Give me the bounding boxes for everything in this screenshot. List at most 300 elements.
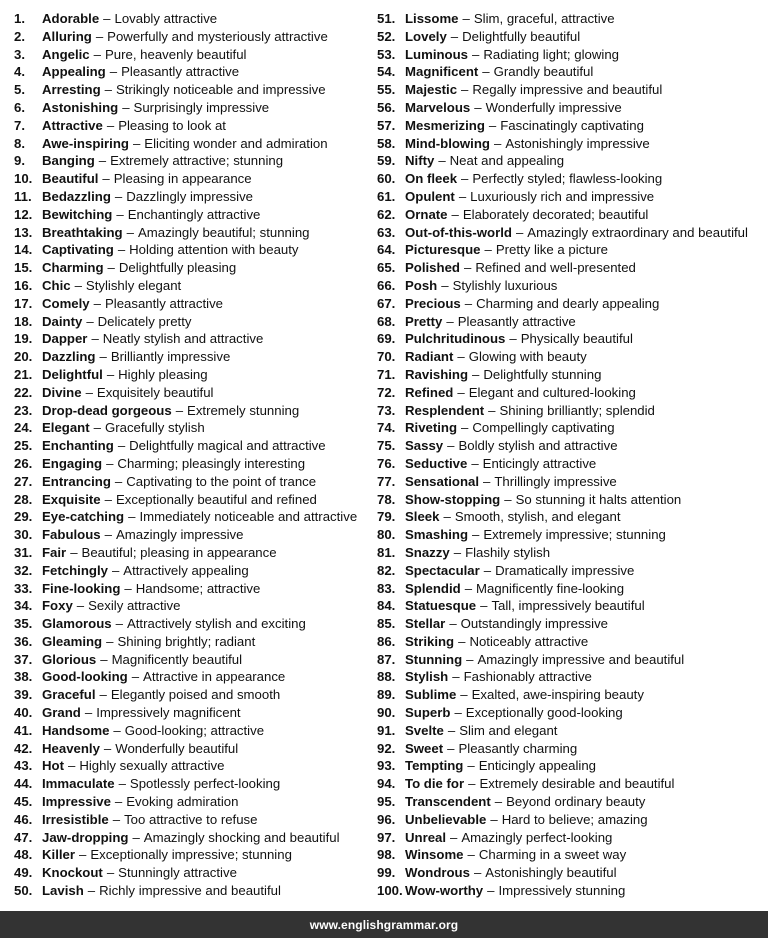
item-separator: – [474, 99, 482, 115]
item-separator: – [461, 171, 469, 187]
item-text [42, 615, 306, 633]
item-term: Transcendent [405, 794, 491, 810]
item-definition: Charming; pleasingly interesting [117, 455, 306, 471]
item-number: 50. [14, 883, 33, 899]
list-item [14, 829, 374, 847]
item-separator: – [124, 580, 132, 596]
item-definition: Amazingly beautiful; stunning [137, 224, 310, 240]
footer-website-link[interactable]: www.englishgrammar.org [309, 917, 459, 932]
item-definition: Amazingly impressive and beautiful [477, 651, 685, 667]
item-number: 9. [14, 153, 25, 169]
item-term: Charming [42, 260, 104, 276]
item-definition: Delightfully beautiful [462, 28, 581, 44]
item-text [405, 81, 662, 99]
item-term: Bedazzling [42, 188, 111, 204]
item-definition: Astonishingly beautiful [485, 865, 617, 881]
list-item [14, 757, 374, 775]
list-item [14, 348, 374, 366]
item-definition: Surprisingly impressive [133, 99, 270, 115]
item-separator: – [494, 794, 503, 810]
item-separator: – [468, 776, 476, 792]
item-number: 78. [377, 491, 396, 507]
item-text [405, 10, 615, 28]
item-definition: Amazingly extraordinary and beautiful [527, 224, 748, 240]
item-definition: Fashionably attractive [463, 669, 592, 685]
item-separator: – [488, 402, 496, 418]
list-item [14, 295, 374, 313]
item-separator: – [449, 616, 457, 632]
list-item [14, 241, 374, 259]
item-number: 26. [14, 455, 33, 471]
item-separator: – [93, 295, 101, 311]
item-separator: – [91, 331, 99, 347]
item-text [42, 348, 230, 366]
list-item [377, 366, 768, 384]
item-definition: Attractively appealing [123, 562, 249, 578]
item-text [405, 615, 608, 633]
item-number: 69. [377, 331, 396, 347]
list-item [377, 206, 768, 224]
item-definition: Attractively stylish and exciting [126, 616, 306, 632]
item-separator: – [471, 455, 479, 471]
item-definition: Perfectly styled; flawless-looking [472, 171, 663, 187]
item-text [42, 526, 244, 544]
item-text [405, 437, 618, 455]
item-separator: – [95, 28, 104, 44]
item-term: Picturesque [405, 242, 481, 258]
item-text [405, 419, 615, 437]
item-term: Divine [42, 384, 82, 400]
item-definition: Delightfully stunning [483, 366, 602, 382]
item-text [405, 864, 617, 882]
item-definition: Exalted, awe-inspiring beauty [471, 687, 644, 703]
item-number: 24. [14, 420, 33, 436]
item-definition: Sexily attractive [88, 598, 181, 614]
item-definition: Extremely impressive; stunning [483, 527, 666, 543]
item-separator: – [106, 865, 115, 881]
item-definition: Boldly stylish and attractive [458, 438, 618, 454]
item-term: Smashing [405, 527, 469, 543]
item-term: Riveting [405, 420, 458, 436]
item-text [405, 241, 608, 259]
item-definition: Fascinatingly captivating [500, 117, 644, 133]
item-text [42, 793, 238, 811]
list-item [377, 277, 768, 295]
list-item [377, 597, 768, 615]
item-term: Glorious [42, 651, 97, 667]
item-term: Sublime [405, 687, 457, 703]
item-definition: Extremely stunning [187, 402, 300, 418]
item-text [42, 668, 285, 686]
item-term: Lovely [405, 28, 447, 44]
list-item [14, 562, 374, 580]
item-definition: Handsome; attractive [135, 580, 261, 596]
list-item [377, 775, 768, 793]
item-term: Handsome [42, 722, 110, 738]
list-item [377, 10, 768, 28]
item-text [405, 295, 659, 313]
item-term: Ornate [405, 206, 448, 222]
item-definition: Amazingly perfect-looking [461, 829, 613, 845]
item-separator: – [466, 651, 474, 667]
item-text [42, 686, 280, 704]
item-definition: Impressively stunning [498, 883, 626, 899]
item-number: 58. [377, 135, 396, 151]
item-number: 10. [14, 171, 33, 187]
item-term: Snazzy [405, 544, 450, 560]
item-text [42, 152, 283, 170]
item-definition: Delightfully magical and attractive [129, 438, 326, 454]
item-separator: – [504, 491, 512, 507]
item-definition: Stylishly elegant [85, 277, 182, 293]
item-number: 79. [377, 509, 396, 525]
list-item [377, 295, 768, 313]
item-number: 42. [14, 740, 33, 756]
item-separator: – [93, 420, 101, 436]
item-separator: – [106, 455, 114, 471]
list-item [377, 384, 768, 402]
item-definition: So stunning it halts attention [515, 491, 682, 507]
word-list-column-right [377, 10, 768, 900]
item-term: Enchanting [42, 438, 114, 454]
item-separator: – [472, 46, 480, 62]
item-number: 37. [14, 651, 33, 667]
item-definition: Delicately pretty [97, 313, 192, 329]
item-separator: – [132, 829, 140, 845]
item-separator: – [84, 705, 93, 721]
list-item [377, 313, 768, 331]
item-separator: – [117, 438, 126, 454]
item-definition: Magnificently beautiful [111, 651, 243, 667]
item-term: Good-looking [42, 669, 128, 685]
item-definition: Enticingly appealing [478, 758, 597, 774]
list-item [14, 366, 374, 384]
list-item [14, 864, 374, 882]
item-number: 12. [14, 206, 33, 222]
item-term: Luminous [405, 46, 469, 62]
item-separator: – [103, 11, 111, 26]
item-text [42, 829, 340, 847]
item-term: Sassy [405, 438, 444, 454]
item-separator: – [457, 384, 465, 400]
item-text [42, 473, 316, 491]
item-term: Stylish [405, 669, 449, 685]
item-number: 1. [14, 11, 25, 26]
item-term: Awe-inspiring [42, 135, 129, 151]
item-definition: Wonderfully beautiful [115, 740, 239, 756]
item-number: 53. [377, 46, 396, 62]
list-item [377, 508, 768, 526]
item-definition: Astonishingly impressive [505, 135, 650, 151]
item-term: Polished [405, 260, 460, 276]
item-term: Stunning [405, 651, 463, 667]
item-text [405, 526, 666, 544]
item-number: 57. [377, 117, 396, 133]
item-separator: – [451, 206, 459, 222]
item-definition: Pleasing in appearance [113, 171, 252, 187]
item-number: 21. [14, 366, 33, 382]
item-separator: – [111, 562, 120, 578]
item-term: Mesmerizing [405, 117, 485, 133]
list-item [377, 846, 768, 864]
item-number: 35. [14, 616, 33, 632]
item-separator: – [515, 224, 524, 240]
list-item [14, 224, 374, 242]
item-separator: – [118, 776, 126, 792]
item-number: 90. [377, 705, 396, 721]
item-term: Captivating [42, 242, 114, 258]
list-item [14, 793, 374, 811]
list-item [14, 775, 374, 793]
item-term: Radiant [405, 349, 454, 365]
item-text [405, 170, 662, 188]
item-text [405, 740, 577, 758]
item-text [405, 330, 633, 348]
item-separator: – [104, 527, 112, 543]
item-definition: Attractive in appearance [143, 669, 286, 685]
item-number: 95. [377, 794, 396, 810]
item-number: 86. [377, 633, 396, 649]
item-text [405, 259, 636, 277]
list-item [377, 704, 768, 722]
item-text [42, 313, 191, 331]
item-term: Beautiful [42, 171, 99, 187]
item-number: 2. [14, 28, 25, 44]
item-separator: – [109, 64, 118, 80]
item-separator: – [126, 224, 134, 240]
item-term: Winsome [405, 847, 464, 863]
item-term: Unreal [405, 829, 447, 845]
item-number: 14. [14, 242, 33, 258]
item-separator: – [460, 687, 468, 703]
item-definition: Tall, impressively beautiful [491, 598, 645, 614]
item-definition: Pleasantly attractive [457, 313, 576, 329]
list-item [377, 99, 768, 117]
item-number: 74. [377, 420, 396, 436]
item-definition: Grandly beautiful [493, 64, 594, 80]
item-term: Knockout [42, 865, 103, 881]
item-definition: Evoking admiration [126, 794, 239, 810]
item-definition: Delightfully pleasing [118, 260, 237, 276]
item-definition: Highly pleasing [118, 366, 208, 382]
item-number: 96. [377, 811, 396, 827]
item-text [42, 864, 237, 882]
item-separator: – [452, 669, 460, 685]
item-text [42, 63, 239, 81]
item-text [405, 562, 634, 580]
item-text [42, 46, 246, 64]
item-definition: Pleasing to look at [118, 117, 226, 133]
list-item [14, 10, 374, 28]
item-separator: – [483, 473, 491, 489]
item-separator: – [447, 740, 455, 756]
item-number: 29. [14, 509, 33, 525]
item-definition: Pretty like a picture [495, 242, 608, 258]
item-separator: – [67, 758, 76, 774]
item-term: Ravishing [405, 366, 469, 382]
item-number: 61. [377, 188, 396, 204]
item-definition: Physically beautiful [520, 331, 633, 347]
list-item [377, 170, 768, 188]
item-term: Arresting [42, 82, 101, 98]
item-number: 70. [377, 349, 396, 365]
list-item [377, 135, 768, 153]
item-number: 27. [14, 473, 33, 489]
item-text [42, 775, 280, 793]
item-text [42, 544, 277, 562]
item-separator: – [86, 313, 94, 329]
word-list-column-left [14, 10, 374, 900]
item-text [42, 491, 317, 509]
item-number: 62. [377, 206, 396, 222]
item-number: 4. [14, 64, 25, 80]
item-text [405, 473, 617, 491]
item-number: 72. [377, 384, 396, 400]
item-separator: – [467, 847, 475, 863]
item-definition: Good-looking; attractive [124, 722, 265, 738]
item-term: Alluring [42, 28, 92, 44]
list-item [377, 330, 768, 348]
item-definition: Captivating to the point of trance [126, 473, 317, 489]
item-text [405, 775, 674, 793]
item-text [42, 580, 260, 598]
item-number: 84. [377, 598, 396, 614]
list-item [377, 224, 768, 242]
item-definition: Impressively magnificent [96, 705, 241, 721]
item-text [405, 793, 645, 811]
item-text [405, 544, 550, 562]
item-definition: Shining brilliantly; splendid [499, 402, 655, 418]
item-number: 11. [14, 188, 32, 204]
list-item [14, 704, 374, 722]
item-separator: – [450, 28, 459, 44]
list-item [377, 580, 768, 598]
item-number: 56. [377, 99, 396, 115]
item-term: Spectacular [405, 562, 480, 578]
item-text [405, 206, 648, 224]
item-separator: – [483, 562, 492, 578]
item-definition: Dazzlingly impressive [126, 188, 254, 204]
item-text [405, 829, 612, 847]
item-term: Refined [405, 384, 454, 400]
item-term: Splendid [405, 580, 461, 596]
list-item [14, 313, 374, 331]
footer-bar [0, 911, 768, 938]
item-separator: – [447, 438, 455, 454]
item-text [405, 63, 593, 81]
item-separator: – [487, 883, 495, 899]
item-separator: – [490, 811, 498, 827]
item-definition: Elegant and cultured-looking [468, 384, 636, 400]
list-item [14, 686, 374, 704]
item-number: 73. [377, 402, 396, 418]
item-term: Pulchritudinous [405, 331, 506, 347]
item-definition: Exceptionally good-looking [465, 705, 623, 721]
item-term: Statuesque [405, 598, 477, 614]
item-term: Nifty [405, 153, 435, 169]
list-item [14, 277, 374, 295]
item-term: Drop-dead gorgeous [42, 402, 172, 418]
item-definition: Strikingly noticeable and impressive [115, 82, 326, 98]
item-number: 8. [14, 135, 25, 151]
item-term: Engaging [42, 455, 103, 471]
list-item [14, 491, 374, 509]
item-term: Unbelievable [405, 811, 487, 827]
item-number: 3. [14, 46, 25, 62]
list-item [14, 330, 374, 348]
item-term: Breathtaking [42, 224, 123, 240]
item-definition: Exceptionally impressive; stunning [90, 847, 292, 863]
list-item [377, 348, 768, 366]
list-item [377, 615, 768, 633]
item-number: 88. [377, 669, 396, 685]
item-text [405, 580, 624, 598]
item-term: Seductive [405, 455, 468, 471]
item-text [42, 170, 252, 188]
item-term: Dazzling [42, 349, 96, 365]
item-number: 60. [377, 171, 396, 187]
item-number: 77. [377, 473, 396, 489]
item-number: 32. [14, 562, 33, 578]
item-text [405, 704, 623, 722]
item-separator: – [461, 82, 469, 98]
item-separator: – [78, 847, 87, 863]
item-term: Glamorous [42, 616, 112, 632]
item-number: 99. [377, 865, 396, 881]
item-text [42, 10, 217, 28]
item-term: Wondrous [405, 865, 470, 881]
item-separator: – [443, 509, 451, 525]
item-term: Fetchingly [42, 562, 108, 578]
list-item [14, 846, 374, 864]
item-term: Elegant [42, 420, 90, 436]
item-number: 97. [377, 829, 396, 845]
list-item [377, 793, 768, 811]
item-separator: – [462, 11, 470, 26]
item-definition: Powerfully and mysteriously attractive [107, 28, 328, 44]
list-item [14, 722, 374, 740]
item-number: 100. [377, 883, 403, 899]
item-term: Superb [405, 705, 451, 721]
item-separator: – [100, 651, 108, 667]
item-text [405, 224, 748, 242]
item-text [405, 348, 587, 366]
item-term: Show-stopping [405, 491, 501, 507]
list-item [14, 668, 374, 686]
list-item [377, 740, 768, 758]
list-item [14, 99, 374, 117]
item-definition: Charming in a sweet way [478, 847, 627, 863]
item-definition: Smooth, stylish, and elegant [454, 509, 621, 525]
item-separator: – [115, 616, 123, 632]
item-separator: – [104, 82, 112, 98]
item-definition: Dramatically impressive [495, 562, 635, 578]
item-text [42, 241, 299, 259]
item-number: 13. [14, 224, 33, 240]
list-item [14, 544, 374, 562]
item-term: Pretty [405, 313, 443, 329]
item-separator: – [122, 99, 130, 115]
item-definition: Pleasantly charming [458, 740, 578, 756]
item-term: Stellar [405, 616, 446, 632]
item-number: 34. [14, 598, 33, 614]
list-item [14, 384, 374, 402]
item-number: 6. [14, 99, 25, 115]
list-item [14, 633, 374, 651]
list-item [14, 152, 374, 170]
item-definition: Richly impressive and beautiful [99, 883, 281, 899]
item-definition: Luxuriously rich and impressive [470, 188, 655, 204]
